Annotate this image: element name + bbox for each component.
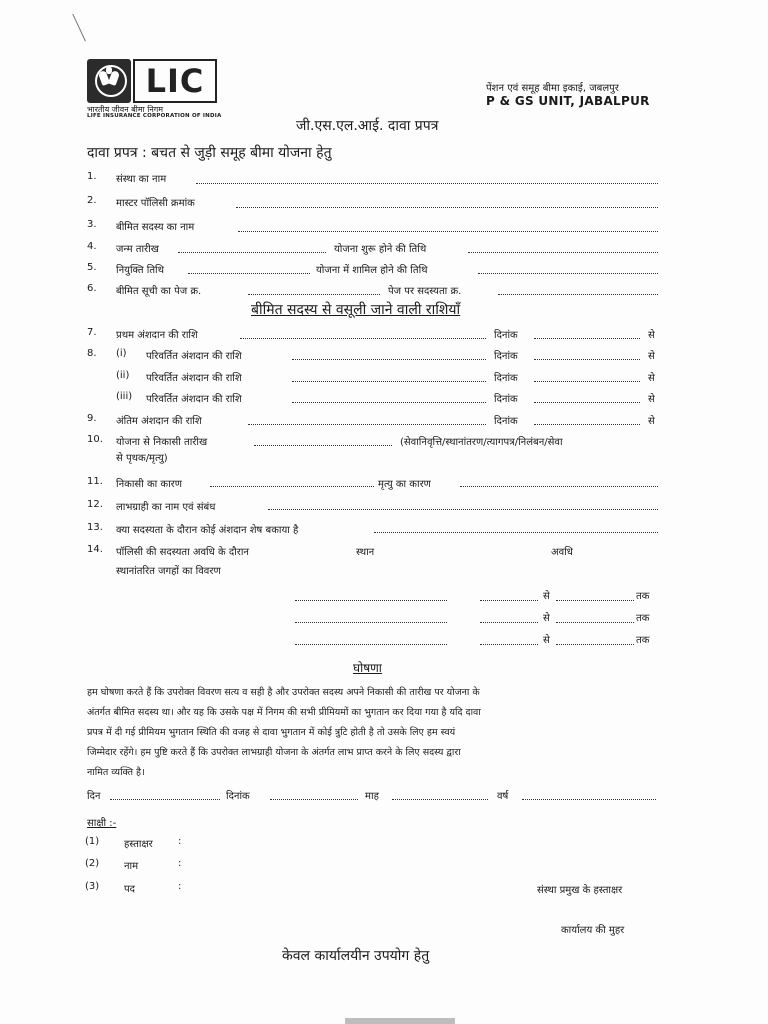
field-9-label: अंतिम अंशदान की राशि (116, 416, 202, 427)
field-6-line-b[interactable] (498, 294, 658, 295)
head-signature-label: संस्था प्रमुख के हस्ताक्षर (537, 885, 623, 896)
transfer-2-to: तक (636, 613, 650, 624)
form-subtitle: दावा प्रपत्र : बचत से जुड़ी समूह बीमा योजना हेतु (87, 145, 332, 161)
field-11-label2: मृत्यु का कारण (378, 479, 431, 490)
witness-2-colon: : (178, 858, 182, 869)
recover-section-title: बीमित सदस्य से वसूली जाने वाली राशियाँ (251, 302, 461, 318)
field-9-date-label: दिनांक (494, 416, 518, 427)
field-8i-date-label: दिनांक (494, 351, 518, 362)
field-11-line-a[interactable] (210, 486, 374, 487)
declaration-title: घोषणा (353, 661, 382, 675)
dateline-day-line[interactable] (110, 799, 220, 800)
dateline-month-line[interactable] (392, 799, 488, 800)
field-7-amount-line[interactable] (240, 338, 486, 339)
field-7-number: 7. (87, 327, 97, 338)
field-9-number: 9. (87, 413, 97, 424)
dateline-month-label: माह (365, 791, 379, 802)
witness-1-number: (1) (85, 836, 100, 847)
field-8iii-amount-line[interactable] (292, 402, 486, 403)
witness-3-label: पद (124, 884, 135, 895)
declaration-line-5: नामित व्यक्ति है। (87, 767, 145, 778)
field-3-line[interactable] (238, 231, 658, 232)
field-3-number: 3. (87, 219, 97, 230)
transfer-3-place-line[interactable] (295, 644, 447, 645)
field-1-label: संस्था का नाम (116, 174, 167, 185)
form-title: जी.एस.एल.आई. दावा प्रपत्र (296, 118, 439, 134)
field-9-from: से (648, 416, 655, 427)
witness-1-colon: : (178, 836, 182, 847)
field-8i-date-line[interactable] (534, 359, 640, 360)
witness-2-label: नाम (124, 861, 139, 872)
dateline-year-label: वर्ष (497, 791, 509, 802)
transfer-1-from: से (543, 591, 550, 602)
lic-logo (87, 59, 215, 103)
lic-logo-text: LIC (133, 59, 217, 103)
field-8ii-date-label: दिनांक (494, 373, 518, 384)
field-5-label: नियुक्ति तिथि (116, 265, 165, 276)
field-8i-amount-line[interactable] (292, 359, 486, 360)
transfer-3-from: से (543, 635, 550, 646)
witness-3-colon: : (178, 881, 182, 892)
transfer-3-from-line[interactable] (480, 644, 538, 645)
transfer-1-to: तक (636, 591, 650, 602)
field-8ii-amount-line[interactable] (292, 381, 486, 382)
field-12-label: लाभग्राही का नाम एवं संबंध (116, 502, 216, 513)
field-8ii-from: से (648, 373, 655, 384)
transfer-1-place-line[interactable] (295, 600, 447, 601)
field-7-date-line[interactable] (534, 338, 640, 339)
field-11-label: निकासी का कारण (116, 479, 182, 490)
declaration-line-4: जिम्मेदार रहेंगे। हम पुष्टि करते हैं कि उपरोक्त लाभग्राही योजना के अंतर्गत लाभ प्राप्त करने के लिए सदस्य द्वारा (87, 747, 461, 758)
field-9-date-line[interactable] (534, 424, 640, 425)
transfer-3-to: तक (636, 635, 650, 646)
field-14-col-place: स्थान (356, 547, 375, 558)
transfer-1-to-line[interactable] (556, 600, 634, 601)
field-13-number: 13. (87, 522, 103, 533)
declaration-line-2: अंतर्गत बीमित सदस्य था। और यह कि उसके पक्ष में निगम की सभी प्रीमियमों का भुगतान कर दिया गया है यदि दावा (87, 707, 481, 718)
field-5-label2: योजना में शामिल होने की तिथि (316, 265, 428, 276)
lic-emblem-icon (87, 59, 131, 103)
transfer-1-from-line[interactable] (480, 600, 538, 601)
field-12-number: 12. (87, 499, 103, 510)
field-2-label: मास्टर पॉलिसी क्रमांक (116, 198, 195, 209)
transfer-2-from-line[interactable] (480, 622, 538, 623)
dateline-year-line[interactable] (522, 799, 656, 800)
field-7-label: प्रथम अंशदान की राशि (116, 330, 198, 341)
field-8i-from: से (648, 351, 655, 362)
field-10-label: योजना से निकासी तारीख (116, 437, 208, 448)
field-14-number: 14. (87, 544, 103, 555)
field-12-line[interactable] (268, 509, 658, 510)
declaration-line-1: हम घोषणा करते हैं कि उपरोक्त विवरण सत्य व सही है और उपरोक्त सदस्य अपने निकासी की तारीख पर योजना के (87, 687, 480, 698)
field-4-label2: योजना शुरू होने की तिथि (334, 244, 427, 255)
field-10-reasons: (सेवानिवृत्ति/स्थानांतरण/त्यागपत्र/निलंबन/सेवा (400, 437, 563, 448)
field-8i-label: परिवर्तित अंशदान की राशि (146, 351, 242, 362)
unit-hindi: पेंशन एवं समूह बीमा इकाई, जबलपुर (486, 83, 619, 94)
dateline-day-label: दिन (87, 791, 101, 802)
witness-title: साक्षी :- (87, 818, 117, 829)
field-8-number: 8. (87, 348, 97, 359)
field-6-line-a[interactable] (248, 294, 380, 295)
field-9-amount-line[interactable] (248, 424, 486, 425)
field-4-line-a[interactable] (178, 252, 326, 253)
field-5-line-a[interactable] (188, 273, 310, 274)
field-5-number: 5. (87, 262, 97, 273)
field-8ii-date-line[interactable] (534, 381, 640, 382)
field-8iii-date-label: दिनांक (494, 394, 518, 405)
field-10-number: 10. (87, 434, 103, 445)
field-7-date-label: दिनांक (494, 330, 518, 341)
field-7-from: से (648, 330, 655, 341)
witness-2-number: (2) (85, 858, 100, 869)
declaration-line-3: प्रपत्र में दी गई प्रीमियम भुगतान स्थिति की वजह से दावा भुगतान में कोई त्रुटि होती है तो उसके लिए हम स्वयं (87, 727, 456, 738)
field-1-number: 1. (87, 171, 97, 182)
field-6-label2: पेज पर सदस्यता क्र. (388, 286, 462, 297)
dateline-date-line[interactable] (270, 799, 358, 800)
scan-mark (72, 9, 96, 42)
dateline-date-label: दिनांक (226, 791, 250, 802)
office-use-footer: केवल कार्यालयीन उपयोग हेतु (282, 948, 430, 964)
field-8i-sub: (i) (116, 348, 127, 359)
witness-1-label: हस्ताक्षर (124, 839, 153, 850)
field-5-line-b[interactable] (478, 273, 658, 274)
field-8iii-date-line[interactable] (534, 402, 640, 403)
field-4-number: 4. (87, 241, 97, 252)
field-4-line-b[interactable] (468, 252, 658, 253)
witness-3-number: (3) (85, 881, 100, 892)
transfer-3-to-line[interactable] (556, 644, 634, 645)
logo-english-name: LIFE INSURANCE CORPORATION OF INDIA (87, 113, 222, 119)
field-1-line[interactable] (196, 183, 658, 184)
scan-edge (345, 1018, 455, 1024)
field-8iii-sub: (iii) (116, 391, 133, 402)
field-10-line[interactable] (254, 445, 392, 446)
field-2-number: 2. (87, 195, 97, 206)
transfer-2-from: से (543, 613, 550, 624)
field-11-line-b[interactable] (460, 486, 658, 487)
field-6-number: 6. (87, 283, 97, 294)
field-13-label: क्या सदस्यता के दौरान कोई अंशदान शेष बकाया है (116, 525, 299, 536)
field-8iii-label: परिवर्तित अंशदान की राशि (146, 394, 242, 405)
field-4-label: जन्म तारीख (116, 244, 159, 255)
field-3-label: बीमित सदस्य का नाम (116, 222, 195, 233)
logo-hindi-name: भारतीय जीवन बीमा निगम (87, 105, 164, 114)
transfer-2-to-line[interactable] (556, 622, 634, 623)
field-14-label-cont: स्थानांतरित जगहों का विवरण (116, 566, 221, 577)
field-13-line[interactable] (374, 532, 658, 533)
field-6-label: बीमित सूची का पेज क्र. (116, 286, 202, 297)
field-14-label: पॉलिसी की सदस्यता अवधि के दौरान (116, 547, 249, 558)
field-10-reasons-cont: से पृथक/मृत्यु) (116, 453, 168, 464)
field-14-col-period: अवधि (551, 547, 573, 558)
field-8ii-sub: (ii) (116, 370, 130, 381)
unit-english: P & GS UNIT, JABALPUR (486, 94, 650, 108)
transfer-2-place-line[interactable] (295, 622, 447, 623)
field-8ii-label: परिवर्तित अंशदान की राशि (146, 373, 242, 384)
field-8iii-from: से (648, 394, 655, 405)
office-seal-label: कार्यालय की मुहर (561, 925, 625, 936)
field-11-number: 11. (87, 476, 103, 487)
field-2-line[interactable] (236, 207, 658, 208)
